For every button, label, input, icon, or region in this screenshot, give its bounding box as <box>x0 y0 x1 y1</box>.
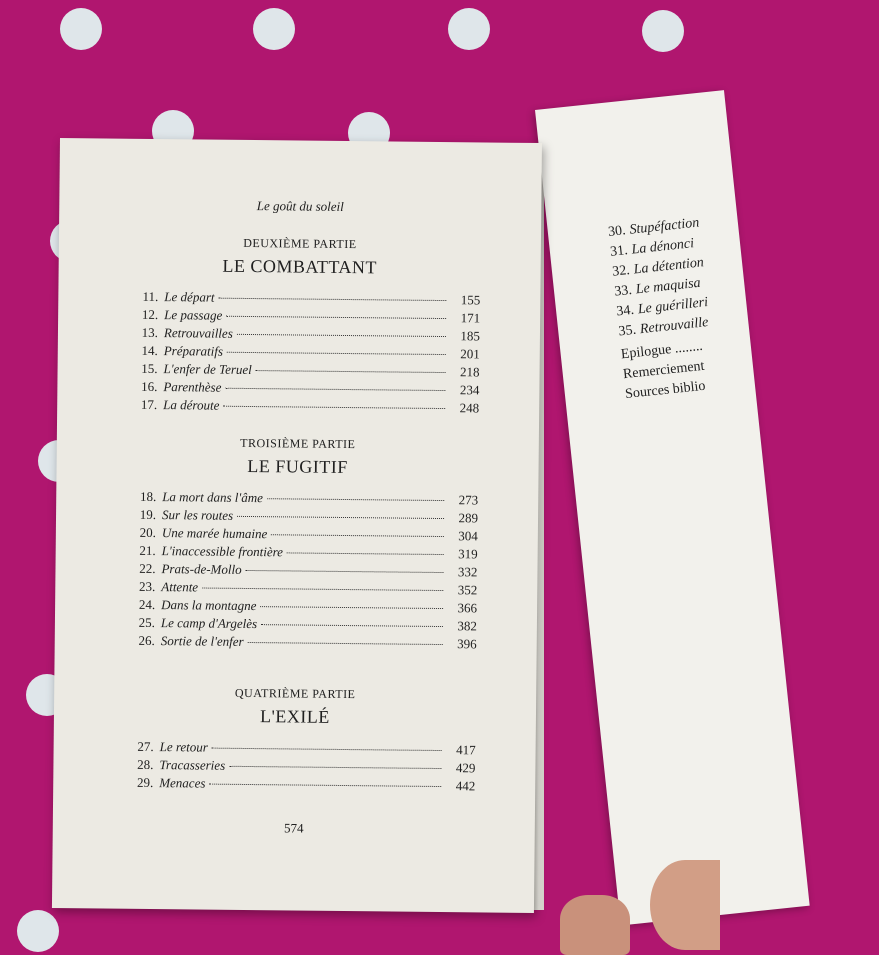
part-title: LE FUGITIF <box>247 455 348 478</box>
toc-entry: 26. Sortie de l'enfer 396 <box>138 632 477 652</box>
toc-entry: 23. Attente 352 <box>138 578 478 598</box>
left-page <box>52 138 542 913</box>
toc-entry: 13. Retrouvailles 185 <box>141 324 481 344</box>
dot-leader <box>202 588 443 592</box>
dot-leader <box>227 352 446 355</box>
dot-leader <box>219 298 447 301</box>
toc-entry: 29. Menaces 442 <box>136 774 476 794</box>
dot-leader <box>223 406 445 409</box>
toc-entry: 32. La détention <box>611 255 705 280</box>
toc-entry: 15. L'enfer de Teruel 218 <box>141 360 480 380</box>
toc-entry: 33. Le maquisa <box>613 275 702 300</box>
toc-entry: 34. Le guérilleri <box>615 295 709 320</box>
polka-dot <box>253 8 295 50</box>
polka-dot <box>60 8 102 50</box>
toc-entry: 31. La dénonci <box>609 236 695 260</box>
toc-entry: 11. Le départ 155 <box>142 288 481 308</box>
right-toc-list <box>607 204 818 344</box>
dot-leader <box>225 388 445 391</box>
dot-leader <box>271 534 444 537</box>
toc-entry: 28. Tracasseries 429 <box>137 756 476 776</box>
dot-leader <box>260 606 443 609</box>
dot-leader <box>248 642 443 645</box>
toc-list-part-3 <box>127 489 479 655</box>
thumb <box>650 860 720 950</box>
toc-entry: 24. Dans la montagne 366 <box>138 596 478 616</box>
toc-entry: 30. Stupéfaction <box>607 215 700 240</box>
toc-entry: 12. Le passage 171 <box>141 306 481 326</box>
dot-leader <box>256 370 446 373</box>
toc-entry: 16. Parenthèse 234 <box>141 378 480 398</box>
polka-dot <box>448 8 490 50</box>
polka-dot <box>17 910 59 952</box>
toc-entry: 25. Le camp d'Argelès 382 <box>138 614 477 634</box>
epilogue-entry: Epilogue ........ <box>620 338 704 363</box>
toc-entry: 35. Retrouvaille <box>617 315 710 340</box>
part-title: L'EXILÉ <box>259 706 330 727</box>
toc-entry: 22. Prats-de-Mollo 332 <box>139 560 478 580</box>
running-title: Le goût du soleil <box>256 198 344 214</box>
toc-entry: 17. La déroute 248 <box>140 396 480 416</box>
sources-entry: Sources biblio <box>624 378 707 403</box>
dot-leader <box>267 498 444 501</box>
part-label: DEUXIÈME PARTIE <box>243 235 357 252</box>
dot-leader <box>212 748 442 751</box>
toc-entry: 20. Une marée humaine 304 <box>139 524 478 544</box>
part-label: QUATRIÈME PARTIE <box>234 685 356 702</box>
finger <box>560 895 630 955</box>
dot-leader <box>237 334 446 337</box>
toc-list-part-2 <box>129 289 480 419</box>
dot-leader <box>226 316 446 319</box>
part-title: LE COMBATTANT <box>222 255 378 278</box>
right-page <box>535 90 810 925</box>
toc-list-part-4 <box>125 739 476 797</box>
dot-leader <box>261 624 443 627</box>
dot-leader <box>229 766 441 769</box>
page-number: 574 <box>283 820 304 836</box>
part-label: TROISIÈME PARTIE <box>240 435 356 452</box>
dot-leader <box>209 784 441 787</box>
dot-leader <box>246 570 444 573</box>
toc-entry: 18. La mort dans l'âme 273 <box>139 488 479 508</box>
polka-dot <box>642 10 684 52</box>
toc-entry: 21. L'inaccessible frontière 319 <box>139 542 478 562</box>
toc-entry: 14. Préparatifs 201 <box>141 342 480 362</box>
dot-leader <box>237 516 444 519</box>
dot-leader <box>287 552 444 555</box>
toc-entry: 27. Le retour 417 <box>137 738 476 758</box>
acknowledgements-entry: Remerciement <box>622 358 706 383</box>
toc-entry: 19. Sur les routes 289 <box>139 506 479 526</box>
